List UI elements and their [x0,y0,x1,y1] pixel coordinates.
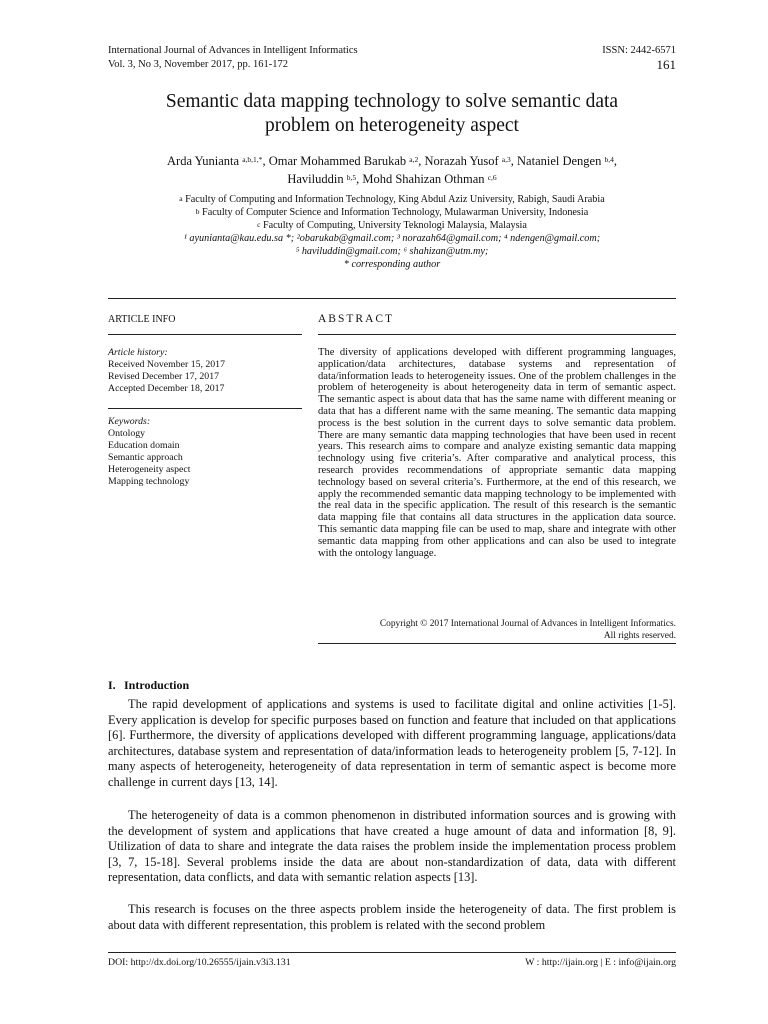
body-paragraph [108,902,676,933]
copyright-notice [318,618,676,642]
keyword: Mapping technology [108,476,190,487]
article-info-label: ARTICLE INFO [108,314,176,325]
journal-contact: W : http://ijain.org | E : info@ijain.org [525,957,676,968]
divider-right-1 [318,334,676,335]
keyword: Education domain [108,440,180,451]
affiliation-a [108,193,676,206]
title-line-1: Semantic data mapping technology to solve semantic data [165,91,619,112]
divider-left-1 [108,334,302,335]
keyword: Semantic approach [108,452,183,463]
article-history [108,347,296,395]
author-affiliation-mark: b,5 [346,173,357,182]
affiliation-mark: b [195,207,200,216]
title-line-2: problem on heterogeneity aspect [265,115,519,136]
affiliation-b [108,206,676,219]
author-name: , Nataniel Dengen [510,154,602,168]
journal-header-right [568,44,676,72]
divider-left-2 [108,408,302,409]
body-paragraph [108,808,676,886]
keywords [108,416,296,488]
journal-volume: Vol. 3, No 3, November 2017, pp. 161-172 [108,59,289,70]
journal-name: International Journal of Advances in Intelligent Informatics [108,45,358,56]
affiliation-text: Faculty of Computing and Information Technology, King Abdul Aziz University, Rabigh, Saudi Arabia [185,194,605,205]
abstract-label: ABSTRACT [318,313,395,325]
divider-top [108,298,676,299]
page-number: 161 [656,57,676,72]
footer-rule [108,952,676,953]
corresponding-author-note: * corresponding author [343,259,441,270]
history-revised: Revised December 17, 2017 [108,371,219,382]
abstract-text: The diversity of applications developed with different programming languages, application/data architectures, database systems and representation of data/information leads to heterogeneity issues. One of the problem challenges in the problem of heterogeneity is about heterogeneity data in term of semantic aspect. The semantic aspect is about data that has the same name with different meaning or data that has a different name with the same meaning. The semantic data mapping process is the best solution in the current days to solve semantic data problem. There are many semantic data mapping technologies that have been used in recent years. This research aims to compare and analyze existing semantic data mapping technology using five criteria’s. After comparative and analytical process, this research provides recommendations of appropriate semantic data mapping technology based on several criteria’s. Furthermore, at the end of this research, we apply the recommended semantic data mapping technology to be implemented with the real data in the specific application. The result of this research is the semantic data mapping file that contains all data structures in the application data source. This semantic data mapping file can be used to map, share and integrate with other semantic data mapping from other applications and can also be used to integrate with the ontology language. [318,347,676,559]
copyright-line-2: All rights reserved. [603,631,676,641]
doi-text: DOI: http://dx.doi.org/10.26555/ijain.v3i3.131 [108,957,291,968]
paragraph-text: The heterogeneity of data is a common phenomenon in distributed information sources and is growing with the development of system and applications that have created a huge amount of data and information [8, 9]. Utilization of data to share and integrate the data raises the problem inside the implementation process problem [3, 7, 15-18]. Several problems inside the data are about non-standardization of data, data with different representation, data conflicts, and data with semantic relation aspects [13]. [108,808,676,885]
section-title: Introduction [124,678,190,692]
body-paragraph [108,697,676,791]
affiliation-text: Faculty of Computing, University Teknologi Malaysia, Malaysia [262,220,527,231]
affiliation-c [108,219,676,232]
author-affiliation-mark: a,2 [409,155,419,164]
author-affiliation-mark: a,3 [501,155,511,164]
section-heading [108,678,189,693]
affiliations [108,193,676,271]
issn: ISSN: 2442-6571 [602,45,676,56]
author-name: , Norazah Yusof [418,154,499,168]
keyword: Ontology [108,428,146,439]
keyword: Heterogeneity aspect [108,464,191,475]
section-number: I. [108,678,116,692]
author-name: Haviluddin [287,172,344,186]
keywords-label: Keywords: [108,416,151,427]
paragraph-text: This research is focuses on the three aspects problem inside the heterogeneity of data. The first problem is about data with different representation, this problem is related with the second problem [108,902,676,932]
affiliation-mark: c [257,220,261,229]
history-label: Article history: [108,347,168,358]
email-list-1: ¹ ayunianta@kau.edu.sa *; ²obarukab@gmail.com; ³ norazah64@gmail.com; ⁴ ndengen@gmail.com; [183,233,601,244]
author-name: , Omar Mohammed Barukab [262,154,407,168]
author-list [108,152,676,188]
copyright-line-1: Copyright © 2017 International Journal of Advances in Intelligent Informatics. [379,619,676,629]
paragraph-text: The rapid development of applications and systems is used to facilitate digital and online activities [1-5]. Every application is develop for specific purposes based on function and feature that included on that applications [6]. Furthermore, the diversity of applications developed with different programming language, applications/data architectures, database system and representation of data/information leads to heterogeneity problem [5, 7-12]. In many aspects of heterogeneity, heterogeneity of data representation in term of semantic aspect is become more challenge in current days [13, 14]. [108,697,676,789]
author-affiliation-mark: b,4 [604,155,614,164]
author-affiliation-mark: c,6 [487,173,497,182]
author-affiliation-mark: a,b,1,* [242,155,263,164]
affiliation-mark: a [179,194,183,203]
author-name: Arda Yunianta [167,154,240,168]
author-separator: , [613,154,617,168]
paper-title [108,90,676,138]
journal-header [108,44,358,72]
divider-right-2 [318,643,676,644]
email-list-2: ⁵ haviluddin@gmail.com; ⁶ shahizan@utm.my; [295,246,489,257]
history-accepted: Accepted December 18, 2017 [108,383,225,394]
history-received: Received November 15, 2017 [108,359,225,370]
affiliation-text: Faculty of Computer Science and Information Technology, Mulawarman University, Indonesia [202,207,589,218]
author-name: , Mohd Shahizan Othman [356,172,485,186]
page-footer [108,957,676,969]
